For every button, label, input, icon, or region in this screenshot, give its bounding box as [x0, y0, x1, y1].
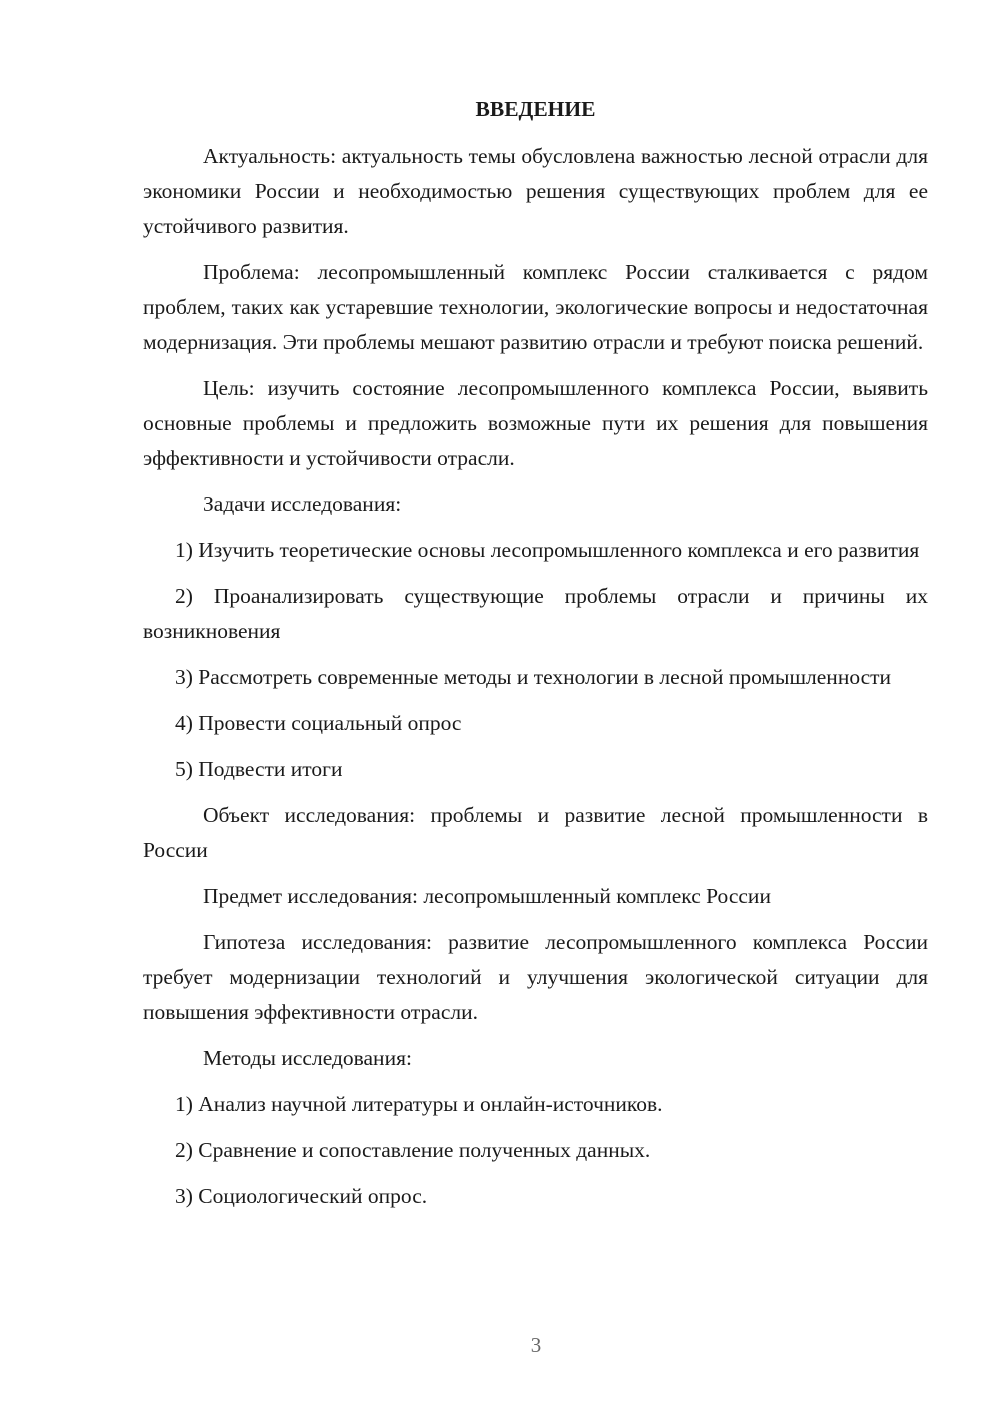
list-item-task-3: 3) Рассмотреть современные методы и технологии в лесной промышленности [175, 665, 892, 689]
paragraph-goal: Цель: изучить состояние лесопромышленного комплекса России, выявить основные проблемы и предложить возможные пути их решения для повышения эффективности и устойчивости отрасли. [143, 376, 928, 470]
paragraph-object: Объект исследования: проблемы и развитие лесной промышленности в России [143, 803, 928, 862]
list-item-method-2: 2) Сравнение и сопоставление полученных данных. [175, 1138, 651, 1162]
list-item-task-4: 4) Провести социальный опрос [175, 711, 462, 735]
section-title: ВВЕДЕНИЕ [475, 97, 596, 121]
paragraph-methods-heading: Методы исследования: [203, 1046, 412, 1070]
paragraph-relevance: Актуальность: актуальность темы обусловлена важностью лесной отрасли для экономики России и необходимостью решения существующих проблем для ее устойчивого развития. [143, 144, 928, 238]
paragraph-tasks-heading: Задачи исследования: [203, 492, 402, 516]
list-item-method-1: 1) Анализ научной литературы и онлайн-источников. [175, 1092, 663, 1116]
list-item-task-1: 1) Изучить теоретические основы лесопромышленного комплекса и его развития [175, 538, 920, 562]
page-number: 3 [530, 1333, 542, 1357]
list-item-task-5: 5) Подвести итоги [175, 757, 343, 781]
list-item-task-2: 2) Проанализировать существующие проблемы отрасли и причины их возникновения [143, 584, 928, 643]
list-item-method-3: 3) Социологический опрос. [175, 1184, 428, 1208]
paragraph-subject: Предмет исследования: лесопромышленный комплекс России [203, 884, 771, 908]
page-content [143, 92, 928, 1225]
paragraph-hypothesis: Гипотеза исследования: развитие лесопромышленного комплекса России требует модернизации технологий и улучшения экологической ситуации для повышения эффективности отрасли. [143, 930, 928, 1024]
paragraph-problem: Проблема: лесопромышленный комплекс России сталкивается с рядом проблем, таких как устаревшие технологии, экологические вопросы и недостаточная модернизация. Эти проблемы мешают развитию отрасли и требуют поиска решений. [143, 260, 928, 354]
